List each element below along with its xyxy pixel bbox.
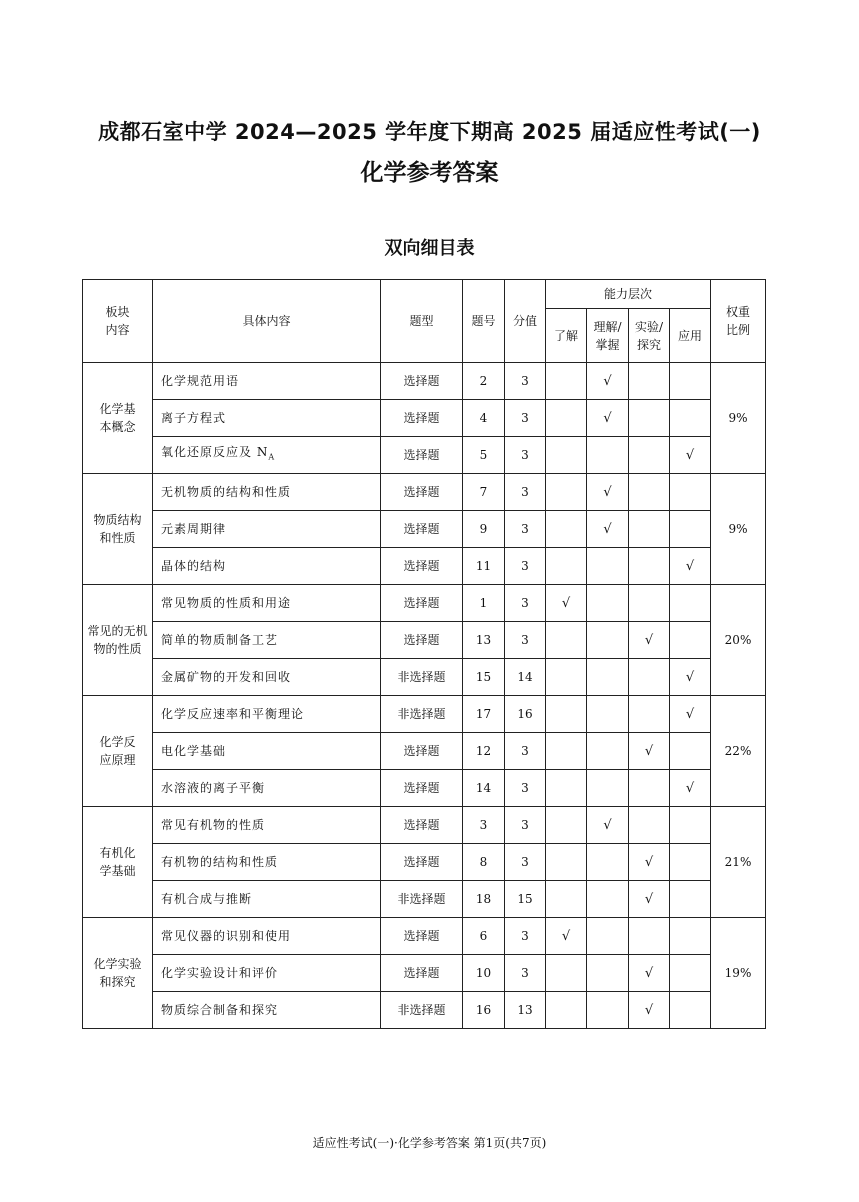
content-cell <box>153 622 381 659</box>
header-content: 具体内容 <box>153 280 381 363</box>
level-2-cell <box>587 511 629 548</box>
table-row <box>83 363 766 400</box>
header-level-master-line2: 掌握 <box>595 337 620 352</box>
module-line1: 常见的无机 <box>87 624 148 638</box>
table-row <box>83 881 766 918</box>
level-2-cell <box>587 918 629 955</box>
content-text: 无机物质的结构和性质 <box>161 485 292 499</box>
level-1-cell <box>546 881 587 918</box>
level-2-cell <box>587 807 629 844</box>
weight-cell: 20% <box>711 585 766 696</box>
content-text: 金属矿物的开发和回收 <box>161 670 292 684</box>
check-mark-icon: √ <box>644 1002 654 1018</box>
level-2-cell <box>587 400 629 437</box>
content-cell <box>153 585 381 622</box>
level-4-cell <box>670 918 711 955</box>
score-cell: 3 <box>505 548 546 585</box>
content-text: 电化学基础 <box>161 744 227 758</box>
score-cell: 14 <box>505 659 546 696</box>
table-row <box>83 955 766 992</box>
type-cell: 选择题 <box>381 474 463 511</box>
module-line1: 化学实验 <box>93 957 142 971</box>
check-mark-icon: √ <box>685 558 695 574</box>
level-4-cell <box>670 844 711 881</box>
header-level-apply: 应用 <box>670 309 711 363</box>
content-cell <box>153 881 381 918</box>
level-1-cell <box>546 733 587 770</box>
score-cell: 3 <box>505 622 546 659</box>
level-1-cell <box>546 548 587 585</box>
score-cell: 3 <box>505 918 546 955</box>
score-cell: 3 <box>505 474 546 511</box>
level-1-cell <box>546 770 587 807</box>
type-cell: 选择题 <box>381 770 463 807</box>
level-4-cell <box>670 511 711 548</box>
level-1-cell <box>546 696 587 733</box>
module-line2: 学基础 <box>99 864 136 878</box>
level-1-cell <box>546 659 587 696</box>
level-1-cell <box>546 437 587 474</box>
table-row <box>83 733 766 770</box>
check-mark-icon: √ <box>603 521 612 537</box>
number-cell: 17 <box>463 696 505 733</box>
score-cell: 3 <box>505 955 546 992</box>
level-1-cell <box>546 363 587 400</box>
header-type: 题型 <box>381 280 463 363</box>
content-cell <box>153 474 381 511</box>
number-cell: 10 <box>463 955 505 992</box>
level-3-cell <box>629 881 670 918</box>
content-subscript: A <box>268 452 276 462</box>
level-2-cell <box>587 955 629 992</box>
content-cell <box>153 696 381 733</box>
content-text: 化学实验设计和评价 <box>161 966 279 980</box>
content-cell <box>153 400 381 437</box>
level-1-cell <box>546 400 587 437</box>
content-cell <box>153 511 381 548</box>
check-mark-icon: √ <box>644 632 654 648</box>
level-1-cell <box>546 992 587 1029</box>
level-4-cell <box>670 733 711 770</box>
level-2-cell <box>587 881 629 918</box>
table-row <box>83 918 766 955</box>
level-3-cell <box>629 400 670 437</box>
check-mark-icon: √ <box>561 595 571 611</box>
content-text: 有机物的结构和性质 <box>161 855 279 869</box>
content-cell <box>153 733 381 770</box>
content-cell <box>153 807 381 844</box>
module-line1: 物质结构 <box>93 513 142 527</box>
header-level-experiment <box>629 309 670 363</box>
module-line2: 本概念 <box>99 420 136 434</box>
check-mark-icon: √ <box>603 373 612 389</box>
module-line1: 有机化 <box>99 846 136 860</box>
header-number: 题号 <box>463 280 505 363</box>
level-2-cell <box>587 659 629 696</box>
table-body <box>83 363 766 1029</box>
check-mark-icon: √ <box>685 780 695 796</box>
type-cell: 非选择题 <box>381 881 463 918</box>
module-line2: 物的性质 <box>93 642 142 656</box>
score-cell: 3 <box>505 770 546 807</box>
module-cell <box>83 363 153 474</box>
module-line2: 和探究 <box>99 975 136 989</box>
check-mark-icon: √ <box>561 928 571 944</box>
header-module-line1: 板块 <box>105 305 130 319</box>
level-1-cell <box>546 955 587 992</box>
level-3-cell <box>629 844 670 881</box>
number-cell: 1 <box>463 585 505 622</box>
score-cell: 13 <box>505 992 546 1029</box>
level-3-cell <box>629 363 670 400</box>
check-mark-icon: √ <box>603 484 612 500</box>
score-cell: 3 <box>505 844 546 881</box>
level-3-cell <box>629 696 670 733</box>
type-cell: 选择题 <box>381 918 463 955</box>
module-cell <box>83 696 153 807</box>
header-level-master-line1: 理解/ <box>593 319 622 334</box>
check-mark-icon: √ <box>685 447 695 463</box>
level-4-cell <box>670 807 711 844</box>
check-mark-icon: √ <box>685 669 695 685</box>
type-cell: 选择题 <box>381 844 463 881</box>
content-text: 离子方程式 <box>161 411 227 425</box>
table-row <box>83 400 766 437</box>
number-cell: 18 <box>463 881 505 918</box>
number-cell: 11 <box>463 548 505 585</box>
document-title: 化学参考答案 <box>360 160 499 186</box>
level-3-cell <box>629 659 670 696</box>
header-weight-line1: 权重 <box>726 305 751 319</box>
content-cell <box>153 918 381 955</box>
content-cell <box>153 770 381 807</box>
weight-cell: 9% <box>711 474 766 585</box>
type-cell: 选择题 <box>381 622 463 659</box>
level-4-cell <box>670 474 711 511</box>
module-cell <box>83 807 153 918</box>
level-1-cell <box>546 918 587 955</box>
content-text: 氧化还原反应及 N <box>161 445 269 460</box>
number-cell: 13 <box>463 622 505 659</box>
level-4-cell <box>670 437 711 474</box>
weight-cell: 9% <box>711 363 766 474</box>
level-2-cell <box>587 585 629 622</box>
number-cell: 14 <box>463 770 505 807</box>
level-4-cell <box>670 548 711 585</box>
module-line1: 化学反 <box>99 735 136 749</box>
score-cell: 3 <box>505 437 546 474</box>
level-2-cell <box>587 474 629 511</box>
level-3-cell <box>629 548 670 585</box>
weight-cell: 19% <box>711 918 766 1029</box>
type-cell: 选择题 <box>381 548 463 585</box>
type-cell: 选择题 <box>381 807 463 844</box>
level-3-cell <box>629 992 670 1029</box>
header-score: 分值 <box>505 280 546 363</box>
page-footer: 适应性考试(一)·化学参考答案 第1页(共7页) <box>312 1136 547 1150</box>
check-mark-icon: √ <box>644 965 654 981</box>
table-row <box>83 585 766 622</box>
score-cell: 3 <box>505 400 546 437</box>
exam-title: 成都石室中学 2024—2025 学年度下期高 2025 届适应性考试(一) <box>98 120 761 144</box>
level-4-cell <box>670 696 711 733</box>
number-cell: 16 <box>463 992 505 1029</box>
level-4-cell <box>670 881 711 918</box>
header-module <box>83 280 153 363</box>
module-cell <box>83 585 153 696</box>
number-cell: 3 <box>463 807 505 844</box>
type-cell: 非选择题 <box>381 992 463 1029</box>
content-text: 常见物质的性质和用途 <box>161 596 292 610</box>
level-1-cell <box>546 807 587 844</box>
content-cell <box>153 955 381 992</box>
content-cell <box>153 659 381 696</box>
content-cell <box>153 437 381 474</box>
table-row <box>83 770 766 807</box>
table-row <box>83 659 766 696</box>
level-2-cell <box>587 696 629 733</box>
module-line2: 应原理 <box>99 753 136 767</box>
content-text: 物质综合制备和探究 <box>161 1003 279 1017</box>
level-1-cell <box>546 511 587 548</box>
number-cell: 2 <box>463 363 505 400</box>
content-text: 有机合成与推断 <box>161 892 253 906</box>
level-1-cell <box>546 474 587 511</box>
check-mark-icon: √ <box>644 743 654 759</box>
level-3-cell <box>629 955 670 992</box>
number-cell: 15 <box>463 659 505 696</box>
content-cell <box>153 992 381 1029</box>
level-3-cell <box>629 622 670 659</box>
level-4-cell <box>670 992 711 1029</box>
level-4-cell <box>670 585 711 622</box>
type-cell: 选择题 <box>381 363 463 400</box>
level-2-cell <box>587 622 629 659</box>
level-4-cell <box>670 363 711 400</box>
header-level-experiment-line1: 实验/ <box>634 319 664 334</box>
type-cell: 选择题 <box>381 733 463 770</box>
level-2-cell <box>587 548 629 585</box>
number-cell: 7 <box>463 474 505 511</box>
check-mark-icon: √ <box>603 410 612 426</box>
header-module-line2: 内容 <box>105 323 130 337</box>
check-mark-icon: √ <box>644 854 654 870</box>
table-header <box>83 280 766 363</box>
score-cell: 3 <box>505 585 546 622</box>
score-cell: 3 <box>505 807 546 844</box>
table-row <box>83 548 766 585</box>
number-cell: 4 <box>463 400 505 437</box>
level-4-cell <box>670 659 711 696</box>
table-row <box>83 474 766 511</box>
level-3-cell <box>629 918 670 955</box>
content-text: 元素周期律 <box>161 522 227 536</box>
module-line1: 化学基 <box>99 402 136 416</box>
type-cell: 非选择题 <box>381 659 463 696</box>
level-4-cell <box>670 622 711 659</box>
type-cell: 选择题 <box>381 585 463 622</box>
content-text: 晶体的结构 <box>161 559 227 573</box>
type-cell: 选择题 <box>381 400 463 437</box>
table-row <box>83 437 766 474</box>
type-cell: 选择题 <box>381 511 463 548</box>
specification-table <box>82 279 766 1029</box>
weight-cell: 21% <box>711 807 766 918</box>
type-cell: 选择题 <box>381 955 463 992</box>
level-4-cell <box>670 400 711 437</box>
level-1-cell <box>546 585 587 622</box>
number-cell: 5 <box>463 437 505 474</box>
level-4-cell <box>670 770 711 807</box>
check-mark-icon: √ <box>644 891 654 907</box>
number-cell: 6 <box>463 918 505 955</box>
header-weight <box>711 280 766 363</box>
level-3-cell <box>629 770 670 807</box>
type-cell: 选择题 <box>381 437 463 474</box>
level-3-cell <box>629 733 670 770</box>
score-cell: 16 <box>505 696 546 733</box>
level-3-cell <box>629 474 670 511</box>
content-cell <box>153 844 381 881</box>
level-2-cell <box>587 733 629 770</box>
content-text: 化学规范用语 <box>161 374 240 388</box>
header-level-understand: 了解 <box>546 309 587 363</box>
module-line2: 和性质 <box>99 531 136 545</box>
table-row <box>83 844 766 881</box>
table-title: 双向细目表 <box>384 238 475 259</box>
level-2-cell <box>587 844 629 881</box>
score-cell: 15 <box>505 881 546 918</box>
content-text: 常见有机物的性质 <box>161 818 266 832</box>
level-3-cell <box>629 807 670 844</box>
content-cell <box>153 363 381 400</box>
level-2-cell <box>587 363 629 400</box>
content-cell <box>153 548 381 585</box>
level-3-cell <box>629 511 670 548</box>
level-2-cell <box>587 992 629 1029</box>
score-cell: 3 <box>505 733 546 770</box>
number-cell: 9 <box>463 511 505 548</box>
header-level-master <box>587 309 629 363</box>
table-row <box>83 992 766 1029</box>
content-text: 水溶液的离子平衡 <box>161 781 266 795</box>
level-2-cell <box>587 437 629 474</box>
level-2-cell <box>587 770 629 807</box>
module-cell <box>83 918 153 1029</box>
level-4-cell <box>670 955 711 992</box>
type-cell: 非选择题 <box>381 696 463 733</box>
content-text: 化学反应速率和平衡理论 <box>161 707 305 721</box>
content-text: 常见仪器的识别和使用 <box>161 929 292 943</box>
table-row <box>83 807 766 844</box>
level-1-cell <box>546 844 587 881</box>
table-row <box>83 511 766 548</box>
level-1-cell <box>546 622 587 659</box>
number-cell: 8 <box>463 844 505 881</box>
level-3-cell <box>629 585 670 622</box>
table-row <box>83 622 766 659</box>
check-mark-icon: √ <box>685 706 695 722</box>
check-mark-icon: √ <box>603 817 612 833</box>
weight-cell: 22% <box>711 696 766 807</box>
number-cell: 12 <box>463 733 505 770</box>
table-row <box>83 696 766 733</box>
header-weight-line2: 比例 <box>726 323 751 337</box>
content-text: 简单的物质制备工艺 <box>161 633 279 647</box>
level-3-cell <box>629 437 670 474</box>
header-ability: 能力层次 <box>546 280 711 309</box>
score-cell: 3 <box>505 511 546 548</box>
score-cell: 3 <box>505 363 546 400</box>
header-level-experiment-line2: 探究 <box>636 337 661 352</box>
module-cell <box>83 474 153 585</box>
